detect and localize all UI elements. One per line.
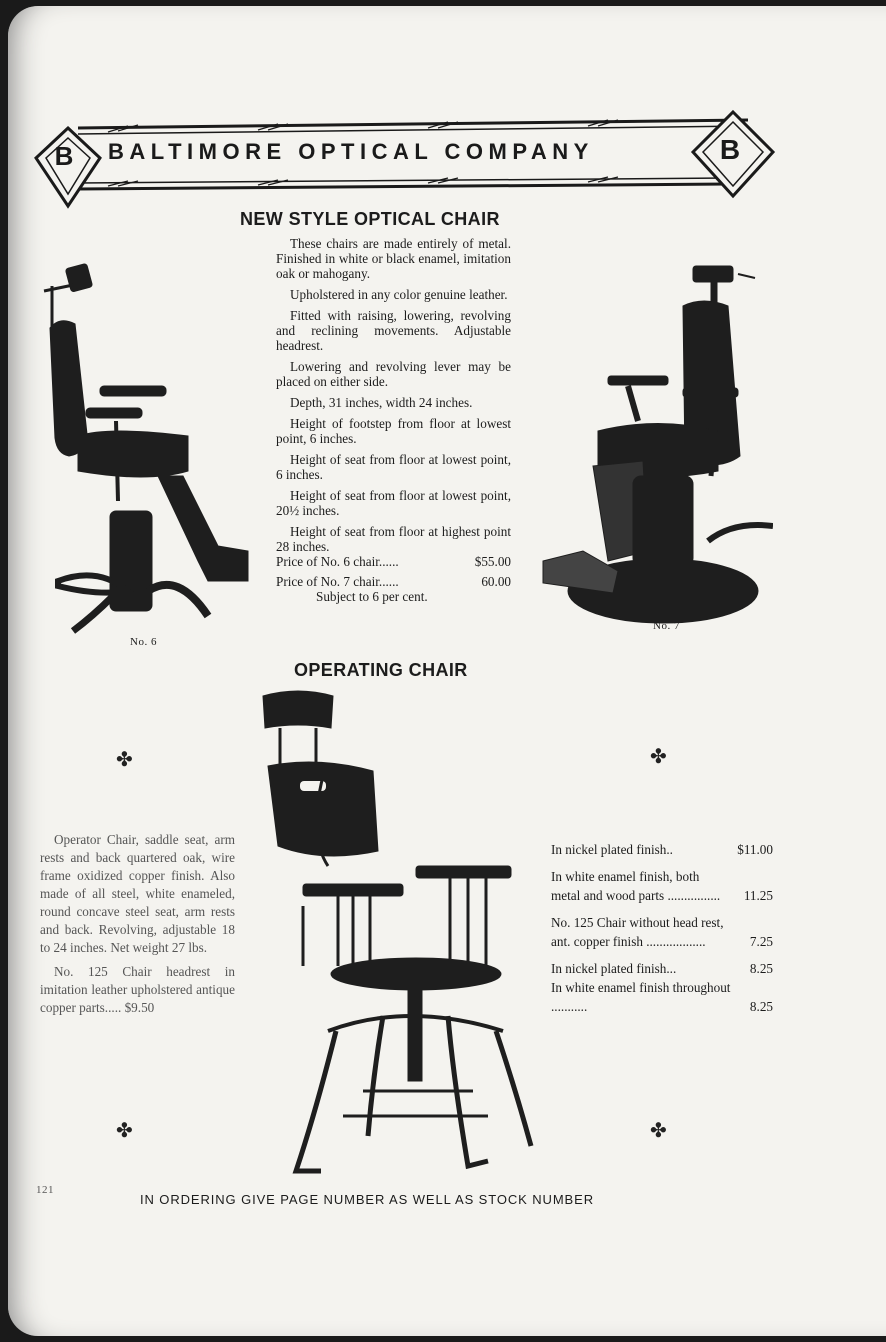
- logo-left: B: [54, 141, 74, 171]
- ornament-icon: ✤: [116, 749, 133, 771]
- price-item: In white enamel finish throughout ........... 8.25: [551, 980, 773, 1014]
- optical-chair-description: [276, 236, 511, 604]
- ordering-footer: IN ORDERING GIVE PAGE NUMBER AS WELL AS STOCK NUMBER: [140, 1192, 594, 1207]
- chair-no6-illustration: [38, 256, 268, 641]
- desc-paragraph: Fitted with raising, lowering, revolving and reclining movements. Adjustable headrest.: [276, 308, 511, 353]
- page-number: 121: [36, 1184, 54, 1196]
- caption-no-7: No. 7: [653, 620, 680, 632]
- company-name: BALTIMORE OPTICAL COMPANY: [108, 139, 594, 164]
- desc-paragraph: Height of seat from floor at lowest point, 6 inches.: [276, 452, 511, 482]
- chair-no7-illustration: [533, 256, 773, 626]
- caption-no-6: No. 6: [130, 636, 157, 648]
- price-terms: Subject to 6 per cent.: [316, 589, 428, 604]
- price-item: No. 125 Chair without head rest, ant. copper finish .................. 7.25: [551, 915, 773, 949]
- desc-paragraph: Height of seat from floor at highest point 28 inches.: [276, 524, 511, 554]
- ornament-icon: ✤: [650, 1120, 667, 1142]
- operating-chair-illustration: [258, 686, 538, 1186]
- desc-paragraph: Lowering and revolving lever may be placed on either side.: [276, 359, 511, 389]
- price-no-6: Price of No. 6 chair...... $55.00: [276, 554, 511, 569]
- operating-chair-prices: [551, 840, 773, 1016]
- desc-paragraph: Operator Chair, saddle seat, arm rests and back quartered oak, wire frame oxidized copper finish. Also made of all steel, white enameled, round concave steel seat, arm rests and back. Revolving, adjustable 18 to 24 inches. Net weight 27 lbs.: [40, 832, 235, 955]
- ornament-icon: ✤: [116, 1120, 133, 1142]
- desc-paragraph: Height of footstep from floor at lowest point, 6 inches.: [276, 416, 511, 446]
- section-title-optical-chair: NEW STYLE OPTICAL CHAIR: [240, 209, 500, 229]
- ornament-icon: ✤: [650, 746, 667, 768]
- price-item: In nickel plated finish... 8.25: [551, 961, 773, 976]
- catalog-page: [8, 6, 886, 1336]
- desc-paragraph: Upholstered in any color genuine leather.: [290, 287, 508, 302]
- desc-paragraph: These chairs are made entirely of metal. Finished in white or black enamel, imitation oak or mahogany.: [276, 236, 511, 281]
- desc-paragraph: Depth, 31 inches, width 24 inches.: [290, 395, 473, 410]
- desc-paragraph: Height of seat from floor at lowest point, 20½ inches.: [276, 488, 511, 518]
- logo-right: B: [719, 134, 741, 165]
- price-item: In white enamel finish, both metal and wood parts ................ 11.25: [551, 869, 773, 903]
- operating-chair-description: [40, 831, 235, 1023]
- desc-paragraph: No. 125 Chair headrest in imitation leather upholstered antique copper parts..... $9.50: [40, 964, 235, 1015]
- section-title-operating-chair: OPERATING CHAIR: [294, 660, 468, 680]
- price-no-7: Price of No. 7 chair...... 60.00: [276, 574, 511, 589]
- price-item: In nickel plated finish.. $11.00: [551, 842, 773, 857]
